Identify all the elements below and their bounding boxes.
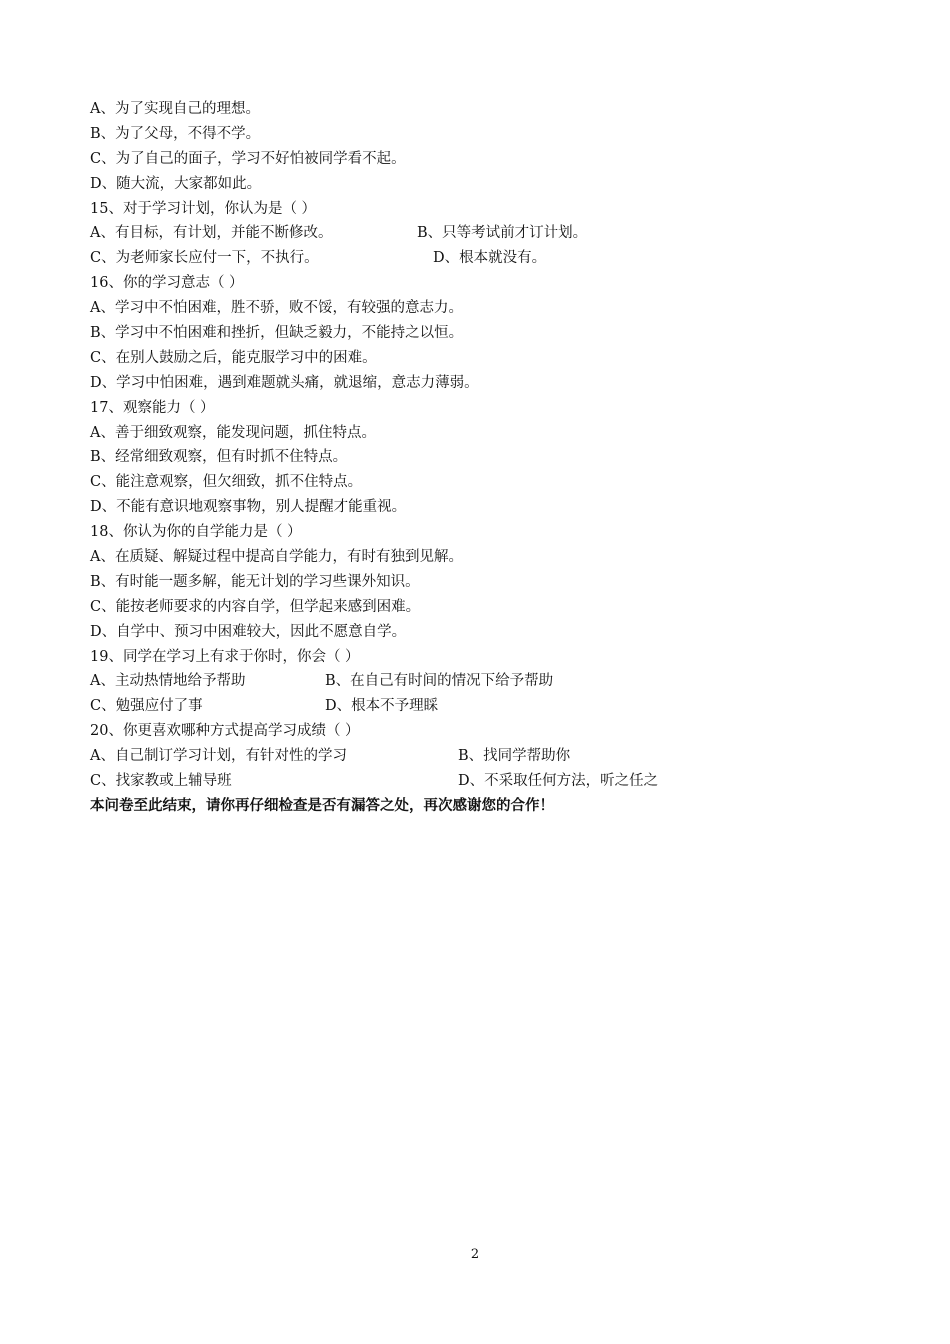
q17-option-a: A、善于细致观察，能发现问题，抓住特点。 [90,424,376,441]
page-number: 2 [470,1247,480,1262]
q16-option-b: B、学习中不怕困难和挫折，但缺乏毅力，不能持之以恒。 [90,325,464,342]
q14-option-b: B、为了父母，不得不学。 [90,125,261,142]
q16-option-a: A、学习中不怕困难，胜不骄，败不馁，有较强的意志力。 [90,300,463,317]
q20-option-c: C、找家教或上辅导班 [90,773,232,790]
q15-row2 [90,246,870,271]
q15-option-b: B、只等考试前才订计划。 [417,225,588,242]
q16-option-c: C、在别人鼓励之后，能克服学习中的困难。 [90,349,377,366]
q19-row1 [90,669,870,694]
q20-row1 [90,744,870,769]
q14-option-a: A、为了实现自己的理想。 [90,101,260,117]
q20-option-d: D、不采取任何方法，听之任之 [458,773,659,790]
q18-option-c: C、能按老师要求的内容自学，但学起来感到困难。 [90,598,421,615]
q19-row2 [90,694,870,719]
q15-question: 15、对于学习计划，你认为是（ ） [90,200,317,217]
q14-option-d: D、随大流，大家都如此。 [90,175,262,192]
document-body [90,97,870,819]
q17-option-b: B、经常细致观察，但有时抓不住特点。 [90,449,348,466]
q18-option-b: B、有时能一题多解，能无计划的学习些课外知识。 [90,573,420,590]
q18-question: 18、你认为你的自学能力是（ ） [90,524,302,541]
q19-option-b: B、在自己有时间的情况下给予帮助 [325,673,554,690]
q15-option-a: A、有目标，有计划，并能不断修改。 [90,225,333,242]
closing-statement: 本问卷至此结束，请你再仔细检查是否有漏答之处，再次感谢您的合作！ [90,796,554,814]
q18-option-d: D、自学中、预习中困难较大，因此不愿意自学。 [90,623,407,640]
q16-option-d: D、学习中怕困难，遇到难题就头痛，就退缩，意志力薄弱。 [90,374,479,391]
q18-option-a: A、在质疑、解疑过程中提高自学能力，有时有独到见解。 [90,549,463,566]
q20-option-b: B、找同学帮助你 [458,748,571,765]
q15-option-d: D、根本就没有。 [433,250,547,267]
q20-row2 [90,769,870,794]
q19-option-d: D、根本不予理睬 [325,698,439,715]
q17-option-d: D、不能有意识地观察事物，别人提醒才能重视。 [90,499,407,516]
q17-option-c: C、能注意观察，但欠细致，抓不住特点。 [90,474,363,491]
q15-option-c: C、为老师家长应付一下，不执行。 [90,250,319,267]
q14-option-c: C、为了自己的面子，学习不好怕被同学看不起。 [90,150,406,167]
q19-question: 19、同学在学习上有求于你时，你会（ ） [90,648,360,665]
q20-option-a: A、自己制订学习计划，有针对性的学习 [90,748,347,765]
q20-question: 20、你更喜欢哪种方式提高学习成绩（ ） [90,723,360,740]
q15-row1 [90,221,870,246]
q16-question: 16、你的学习意志（ ） [90,275,244,292]
q19-option-a: A、主动热情地给予帮助 [90,673,246,690]
q19-option-c: C、勉强应付了事 [90,698,203,715]
q17-question: 17、观察能力（ ） [90,399,215,416]
